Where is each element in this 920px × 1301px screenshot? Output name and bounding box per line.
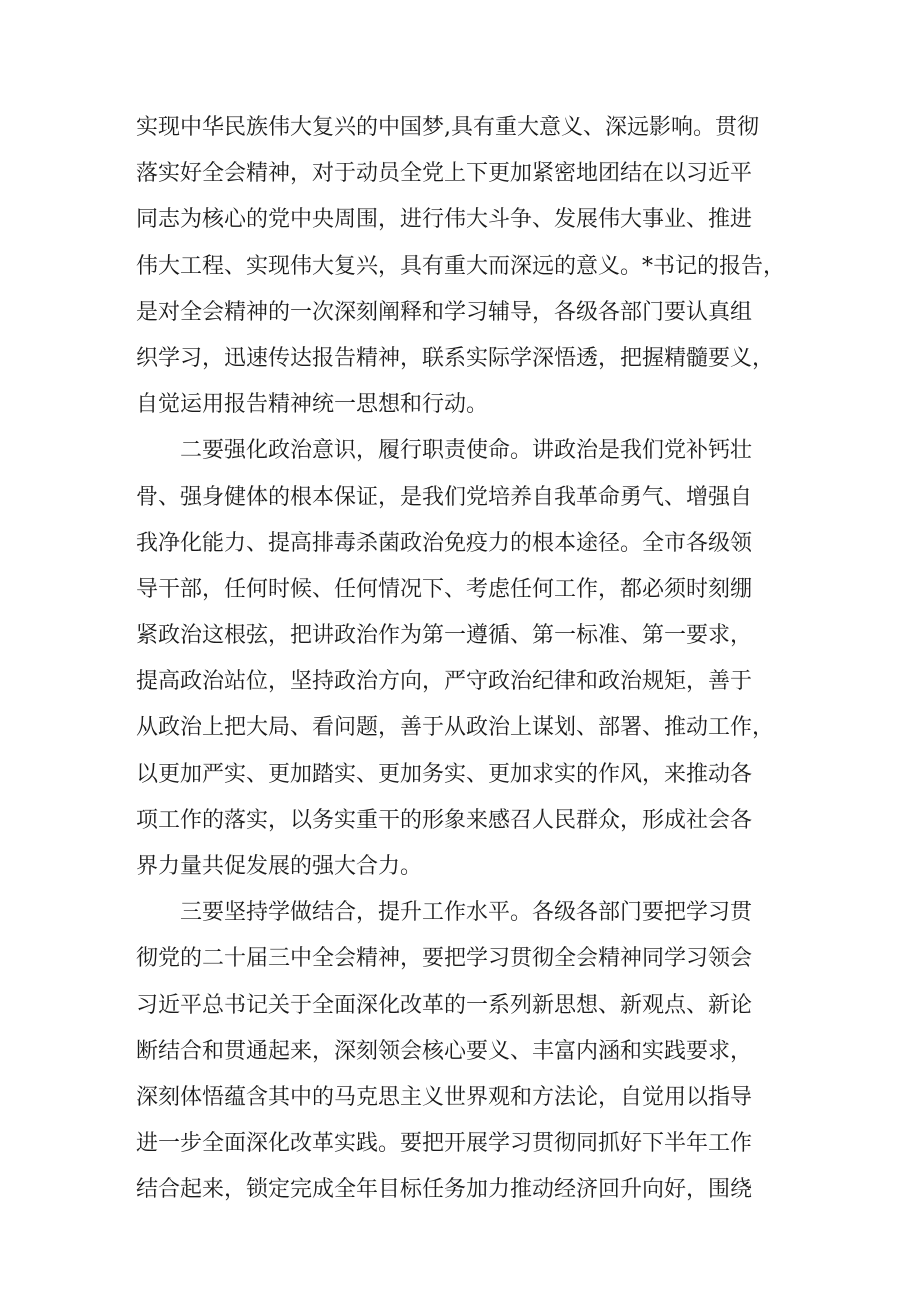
text-line: 导干部，任何时候、任何情况下、考虑任何工作，都必须时刻绷	[136, 576, 753, 602]
text-line: 结合起来，锁定完成全年目标任务加力推动经济回升向好，围绕	[136, 1177, 753, 1203]
text-line: 伟大工程、实现伟大复兴，具有重大而深远的意义。*书记的报告，	[136, 253, 786, 279]
paragraph	[136, 428, 786, 890]
text-line: 断结合和贯通起来，深刻领会核心要义、丰富内涵和实践要求，	[136, 1038, 753, 1064]
text-line: 提高政治站位，坚持政治方向，严守政治纪律和政治规矩，善于	[136, 669, 753, 695]
text-line: 是对全会精神的一次深刻阐释和学习辅导，各级各部门要认真组	[136, 299, 753, 325]
text-line: 三要坚持学做结合，提升工作水平。各级各部门要把学习贯	[136, 900, 753, 926]
text-line: 我净化能力、提高排毒杀菌政治免疫力的根本途径。全市各级领	[136, 530, 753, 556]
text-line: 二要强化政治意识，履行职责使命。讲政治是我们党补钙壮	[136, 438, 753, 464]
paragraph	[136, 890, 786, 1213]
text-line: 项工作的落实，以务实重干的形象来感召人民群众，形成社会各	[136, 807, 753, 833]
text-line: 界力量共促发展的强大合力。	[136, 854, 423, 879]
text-line: 实现中华民族伟大复兴的中国梦,具有重大意义、深远影响。贯彻	[136, 115, 759, 140]
body-text	[136, 105, 786, 1214]
text-line: 从政治上把大局、看问题，善于从政治上谋划、部署、推动工作，	[136, 715, 775, 741]
text-line: 落实好全会精神，对于动员全党上下更加紧密地团结在以习近平	[136, 161, 753, 187]
text-line: 紧政治这根弦，把讲政治作为第一遵循、第一标准、第一要求，	[136, 623, 753, 649]
text-line: 深刻体悟蕴含其中的马克思主义世界观和方法论，自觉用以指导	[136, 1084, 753, 1110]
text-line: 骨、强身健体的根本保证，是我们党培养自我革命勇气、增强自	[136, 484, 753, 510]
text-line: 进一步全面深化改革实践。要把开展学习贯彻同抓好下半年工作	[136, 1131, 753, 1157]
text-line: 彻党的二十届三中全会精神，要把学习贯彻全会精神同学习领会	[136, 946, 753, 972]
text-line: 自觉运用报告精神统一思想和行动。	[136, 392, 489, 418]
text-line: 织学习，迅速传达报告精神，联系实际学深悟透，把握精髓要义，	[136, 345, 775, 371]
text-line: 以更加严实、更加踏实、更加务实、更加求实的作风，来推动各	[136, 761, 753, 787]
text-line: 习近平总书记关于全面深化改革的一系列新思想、新观点、新论	[136, 992, 753, 1018]
paragraph	[136, 105, 786, 428]
text-line: 同志为核心的党中央周围，进行伟大斗争、发展伟大事业、推进	[136, 207, 753, 233]
